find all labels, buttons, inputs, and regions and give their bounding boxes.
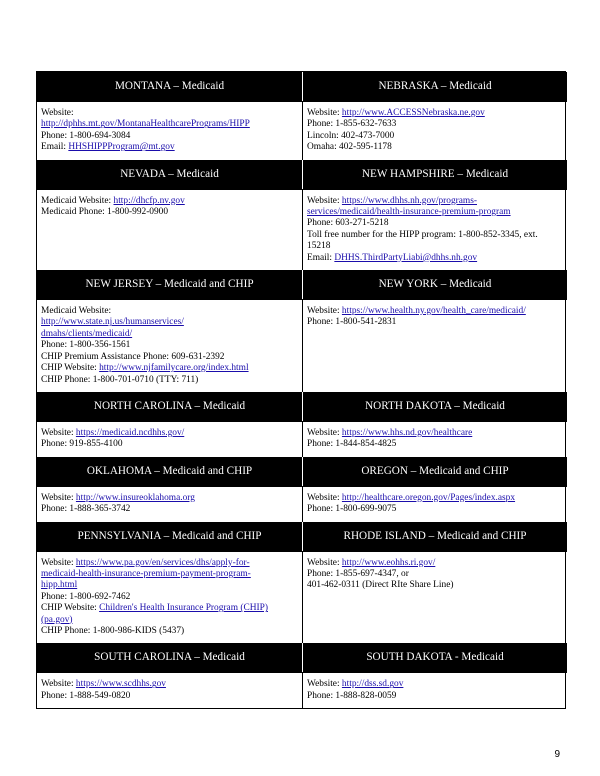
contact-text: 401-462-0311 (Direct RIte Share Line) [307,580,454,591]
contact-label: Email: [307,252,335,263]
state-contact-cell [302,672,567,708]
state-contact-cell [37,101,302,160]
contact-line [307,253,563,264]
contact-text: 15218 [307,241,331,252]
contact-text: Phone: 1-888-365-3742 [41,504,131,515]
contact-text: Phone: 1-800-694-3084 [41,130,131,141]
contact-line [41,558,298,569]
contact-line [307,439,563,450]
state-contact-cell [302,421,567,457]
contact-line [41,626,298,637]
state-contact-cell [302,101,567,160]
contact-text: Phone: 1-844-854-4825 [307,439,397,450]
contact-text: Medicaid Website: [41,306,112,317]
state-contact-cell [302,486,567,522]
contact-label: Website: [307,306,342,317]
contact-link[interactable]: http://www.ACCESSNebraska.ne.gov [341,108,485,118]
contact-link[interactable]: http://www.state.nj.us/humanservices/ [41,317,184,328]
contact-link[interactable]: services/medicaid/health-insurance-premium-program [307,207,511,218]
state-header-nevada: NEVADA – Medicaid [37,160,302,189]
contact-text: Phone: 1-800-356-1561 [41,340,131,351]
contact-line [307,317,563,328]
contact-link[interactable]: http://www.njfamilycare.org/index.html [99,363,249,374]
contact-text: Omaha: 402-595-1178 [307,142,392,153]
contact-text: Phone: 1-855-632-7633 [307,119,397,130]
contact-line [307,218,563,229]
contact-link[interactable]: (pa.gov) [41,614,73,625]
contact-line [41,493,298,504]
state-contact-cell [37,299,302,392]
contact-line [307,131,563,142]
contact-text: CHIP Phone: 1-800-701-0710 (TTY: 711) [41,374,199,385]
contact-link[interactable]: Children's Health Insurance Program (CHIP) [99,603,268,614]
contact-line [41,363,298,374]
contact-link[interactable]: https://www.pa.gov/en/services/dhs/apply-for- [75,557,250,568]
state-header-south-dakota: SOUTH DAKOTA - Medicaid [302,643,567,672]
state-header-north-carolina: NORTH CAROLINA – Medicaid [37,392,302,421]
contact-link[interactable]: DHHS.ThirdPartyLiabi@dhhs.nh.gov [334,252,478,263]
state-contact-cell [302,551,567,644]
contact-line [41,580,298,591]
contact-text: Toll free number for the HIPP program: 1-800-852-3345, ext. [307,229,538,240]
contact-link[interactable]: hipp.html [41,580,78,591]
contact-line [41,329,298,340]
contact-link[interactable]: https://www.health.ny.gov/health_care/medicaid/ [341,306,526,317]
contact-label: Website: [307,108,342,118]
contact-line [41,603,298,614]
contact-line [307,569,563,580]
state-contact-cell [37,551,302,644]
contact-line [41,196,298,207]
contact-text: CHIP Phone: 1-800-986-KIDS (5437) [41,625,185,636]
state-header-south-carolina: SOUTH CAROLINA – Medicaid [37,643,302,672]
contact-label: Website: [307,195,342,206]
contact-text: Lincoln: 402-473-7000 [307,130,395,141]
contact-line [307,691,563,702]
state-header-oregon: OREGON – Medicaid and CHIP [302,457,567,486]
contact-text: Phone: 1-800-699-9075 [307,504,397,515]
contact-link[interactable]: http://healthcare.oregon.gov/Pages/index.aspx [341,492,516,503]
contact-text: Phone: 603-271-5218 [307,218,389,229]
contact-line [41,439,298,450]
contact-text: CHIP Premium Assistance Phone: 609-631-2392 [41,351,225,362]
contact-line [41,504,298,515]
contact-line [307,504,563,515]
contact-line [307,119,563,130]
contact-link[interactable]: http://dphhs.mt.gov/MontanaHealthcarePrograms/HIPP [41,119,250,130]
contact-line [307,558,563,569]
contact-link[interactable]: http://dhcfp.nv.gov [113,195,185,206]
contact-line [41,340,298,351]
contact-line [307,493,563,504]
contact-label: Website: [307,492,342,503]
contact-text: Website: [41,108,74,118]
contact-line [41,352,298,363]
contact-text: Phone: 1-888-549-0820 [41,690,131,701]
contact-line [41,119,298,130]
contact-line [41,131,298,142]
state-contact-cell [37,421,302,457]
contact-line [41,317,298,328]
contact-line [307,428,563,439]
contact-line [307,230,563,241]
state-header-oklahoma: OKLAHOMA – Medicaid and CHIP [37,457,302,486]
contact-link[interactable]: https://www.dhhs.nh.gov/programs- [341,195,477,206]
contact-link[interactable]: http://dss.sd.gov [341,679,404,690]
contact-line [41,691,298,702]
contact-line [307,207,563,218]
state-contact-cell [302,189,567,270]
contact-label: Website: [41,427,76,438]
contact-link[interactable]: https://www.hhs.nd.gov/healthcare [341,427,473,438]
contact-line [41,615,298,626]
contact-line [41,306,298,317]
contact-link[interactable]: HHSHIPPProgram@mt.gov [68,142,175,153]
contact-text: Phone: 919-855-4100 [41,439,123,450]
contact-label: Medicaid Website: [41,195,114,206]
contact-link[interactable]: dmahs/clients/medicaid/ [41,328,133,339]
state-header-new-york: NEW YORK – Medicaid [302,270,567,299]
contact-text: Medicaid Phone: 1-800-992-0900 [41,207,169,218]
state-header-montana: MONTANA – Medicaid [37,72,302,101]
contact-text: Phone: 1-888-828-0059 [307,690,397,701]
contact-label: CHIP Website: [41,363,100,374]
contact-line [41,142,298,153]
contact-label: Website: [307,557,342,568]
state-contact-cell [302,299,567,392]
contact-line [41,428,298,439]
contact-line [307,142,563,153]
contact-link[interactable]: medicaid-health-insurance-premium-payment-program- [41,568,251,579]
contact-link[interactable]: https://medicaid.ncdhhs.gov/ [75,427,185,438]
contact-line [41,592,298,603]
state-header-new-hampshire: NEW HAMPSHIRE – Medicaid [302,160,567,189]
contact-line [307,241,563,252]
contact-line [307,108,563,119]
contact-line [307,679,563,690]
state-contact-table [36,71,566,709]
state-header-pennsylvania: PENNSYLVANIA – Medicaid and CHIP [37,522,302,551]
state-header-rhode-island: RHODE ISLAND – Medicaid and CHIP [302,522,567,551]
state-header-north-dakota: NORTH DAKOTA – Medicaid [302,392,567,421]
contact-label: Website: [41,679,76,690]
contact-line [41,679,298,690]
contact-link[interactable]: https://www.scdhhs.gov [75,679,166,690]
contact-label: CHIP Website: [41,603,100,614]
contact-line [307,306,563,317]
contact-text: Phone: 1-800-692-7462 [41,591,131,602]
contact-line [307,580,563,591]
state-contact-cell [37,189,302,270]
contact-text: Phone: 1-855-697-4347, or [307,568,409,579]
state-header-nebraska: NEBRASKA – Medicaid [302,72,567,101]
contact-line [41,207,298,218]
contact-link[interactable]: http://www.eohhs.ri.gov/ [341,557,436,568]
page-number: 9 [554,749,560,760]
contact-line [41,569,298,580]
contact-line [41,375,298,386]
state-header-new-jersey: NEW JERSEY – Medicaid and CHIP [37,270,302,299]
contact-line [41,108,298,119]
state-contact-cell [37,672,302,708]
contact-label: Website: [307,679,342,690]
contact-text: Phone: 1-800-541-2831 [307,317,397,328]
contact-label: Website: [41,492,76,503]
contact-label: Website: [41,557,76,568]
state-contact-cell [37,486,302,522]
contact-line [307,196,563,207]
contact-link[interactable]: http://www.insureoklahoma.org [75,492,195,503]
contact-label: Email: [41,142,69,153]
contact-label: Website: [307,427,342,438]
